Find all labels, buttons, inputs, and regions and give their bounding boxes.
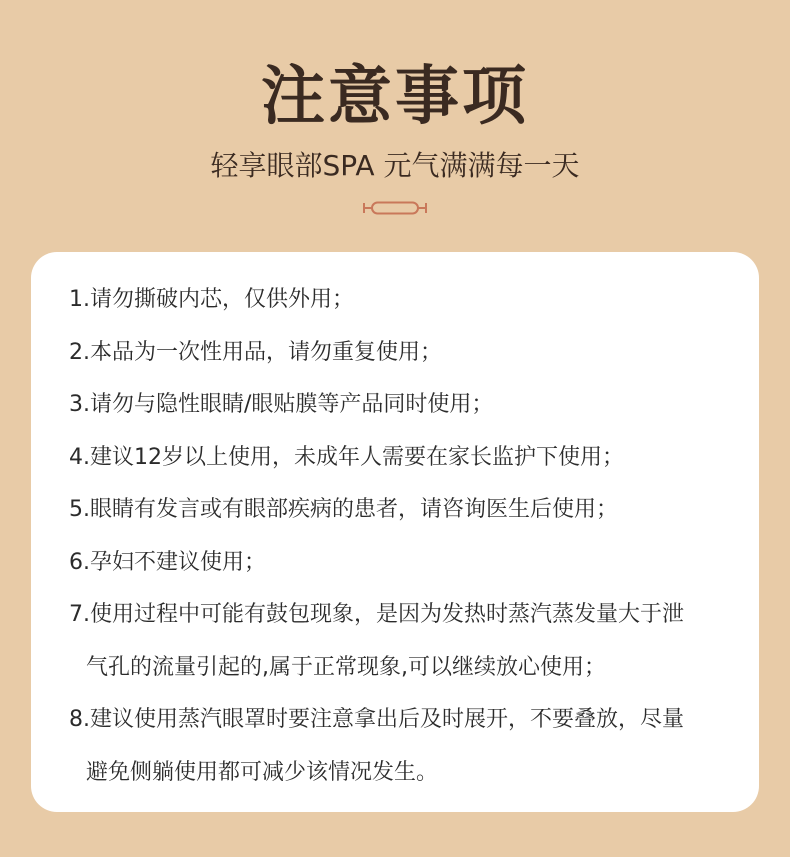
notes-list [69,274,759,799]
note-1-line-1: 1.请勿撕破内芯，仅供外用； [69,287,354,312]
note-2-line-1: 2.本品为一次性用品，请勿重复使用； [69,339,442,365]
header [0,0,790,250]
note-item-3 [69,379,759,432]
note-3-line-1: 3.请勿与隐性眼睛/眼贴膜等产品同时使用； [69,392,494,417]
note-item-8 [69,694,759,799]
note-8-line-2: 避免侧躺使用都可减少该情况发生。 [86,759,439,785]
note-item-7 [69,589,759,694]
note-8-line-1: 8.建议使用蒸汽眼罩时要注意拿出后及时展开，不要叠放，尽量 [69,707,684,732]
note-item-6 [69,537,759,590]
note-item-2 [69,327,759,380]
capsule-divider-icon [363,200,427,216]
page-title: 注意事项 [261,60,529,134]
note-5-line-1: 5.眼睛有发言或有眼部疾病的患者，请咨询医生后使用； [69,497,618,522]
note-4-line-1: 4.建议12岁以上使用，未成年人需要在家长监护下使用； [69,444,624,470]
note-item-1 [69,274,759,327]
note-6-line-1: 6.孕妇不建议使用； [69,549,266,575]
note-item-4 [69,432,759,485]
note-item-5 [69,484,759,537]
notes-card [31,252,759,812]
note-7-line-2: 气孔的流量引起的,属于正常现象,可以继续放心使用； [86,654,606,680]
page-subtitle: 轻享眼部SPA 元气满满每一天 [210,149,580,182]
note-7-line-1: 7.使用过程中可能有鼓包现象，是因为发热时蒸汽蒸发量大于泄 [69,602,684,627]
